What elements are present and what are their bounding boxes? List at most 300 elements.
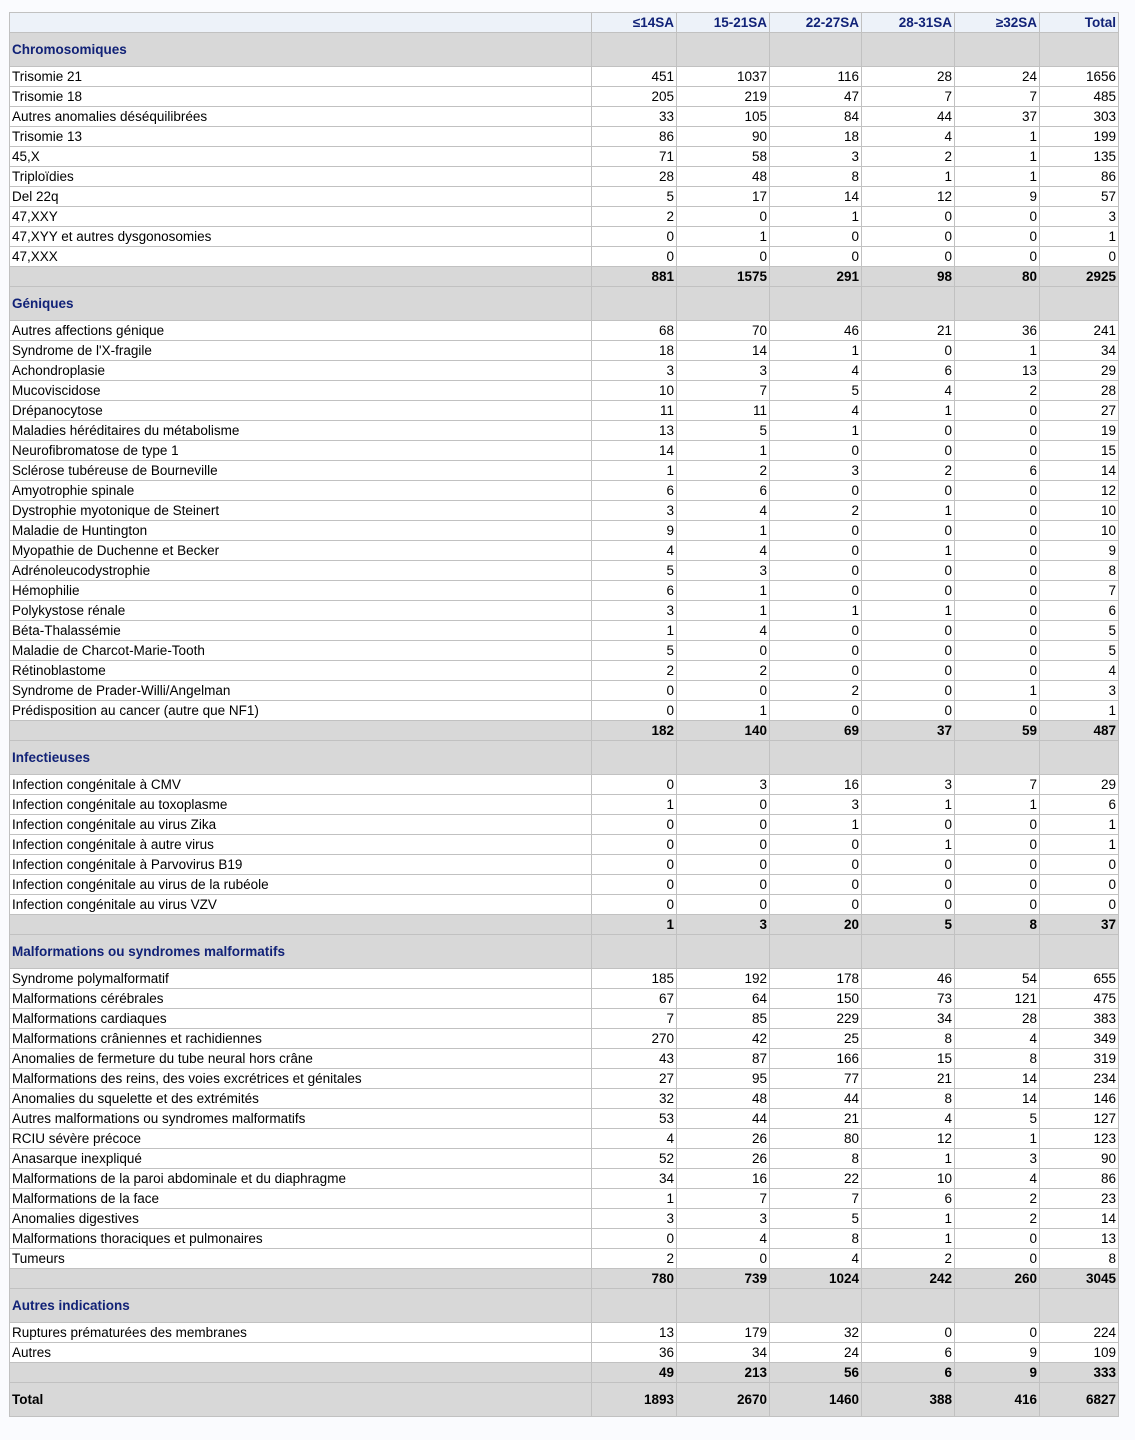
table-row	[10, 1009, 1119, 1029]
table-row	[10, 1129, 1119, 1149]
row-value: 9	[1040, 541, 1119, 561]
table-row	[10, 207, 1119, 227]
group-header-empty-cell	[862, 741, 955, 775]
row-value: 0	[592, 701, 677, 721]
row-value: 0	[770, 521, 862, 541]
row-label: Infection congénitale à Parvovirus B19	[10, 855, 592, 875]
row-value: 319	[1040, 1049, 1119, 1069]
row-value: 0	[862, 441, 955, 461]
row-value: 7	[770, 1189, 862, 1209]
row-label: Anasarque inexpliqué	[10, 1149, 592, 1169]
row-value: 32	[592, 1089, 677, 1109]
row-value: 27	[592, 1069, 677, 1089]
row-value: 0	[955, 855, 1040, 875]
row-value: 0	[677, 641, 770, 661]
row-value: 0	[955, 207, 1040, 227]
row-value: 1	[592, 461, 677, 481]
row-value: 1	[1040, 701, 1119, 721]
table-row	[10, 381, 1119, 401]
row-label: Polykystose rénale	[10, 601, 592, 621]
row-value: 34	[677, 1343, 770, 1363]
row-value: 0	[592, 1229, 677, 1249]
group-header-empty-cell	[770, 741, 862, 775]
row-value: 1	[955, 147, 1040, 167]
row-value: 12	[862, 187, 955, 207]
table-row	[10, 561, 1119, 581]
row-value: 451	[592, 67, 677, 87]
table-row	[10, 1229, 1119, 1249]
row-value: 13	[1040, 1229, 1119, 1249]
row-value: 0	[592, 895, 677, 915]
row-value: 0	[1040, 247, 1119, 267]
row-value: 19	[1040, 421, 1119, 441]
row-value: 48	[677, 1089, 770, 1109]
row-value: 6	[592, 581, 677, 601]
row-value: 0	[592, 227, 677, 247]
subtotal-value: 182	[592, 721, 677, 741]
row-value: 13	[592, 1323, 677, 1343]
table-row	[10, 147, 1119, 167]
group-header-empty-cell	[677, 1289, 770, 1323]
row-value: 2	[955, 1209, 1040, 1229]
row-value: 90	[677, 127, 770, 147]
group-header-empty-cell	[862, 935, 955, 969]
header-col-ge32sa: ≥32SA	[955, 13, 1040, 33]
row-value: 0	[592, 681, 677, 701]
group-header-empty-cell	[955, 1289, 1040, 1323]
row-label: RCIU sévère précoce	[10, 1129, 592, 1149]
row-label: Malformations de la face	[10, 1189, 592, 1209]
row-value: 14	[955, 1089, 1040, 1109]
row-label: Infection congénitale au virus VZV	[10, 895, 592, 915]
row-value: 0	[1040, 855, 1119, 875]
row-value: 4	[1040, 661, 1119, 681]
row-value: 10	[1040, 521, 1119, 541]
row-value: 4	[770, 361, 862, 381]
row-value: 0	[770, 835, 862, 855]
group-header-row	[10, 1289, 1119, 1323]
row-value: 4	[677, 621, 770, 641]
row-value: 0	[955, 421, 1040, 441]
table-row	[10, 421, 1119, 441]
row-value: 0	[955, 227, 1040, 247]
row-label: Syndrome polymalformatif	[10, 969, 592, 989]
row-label: Béta-Thalassémie	[10, 621, 592, 641]
row-value: 0	[1040, 875, 1119, 895]
row-value: 8	[770, 167, 862, 187]
row-value: 192	[677, 969, 770, 989]
row-value: 3	[677, 775, 770, 795]
row-value: 3	[770, 147, 862, 167]
row-value: 46	[770, 321, 862, 341]
row-value: 29	[1040, 361, 1119, 381]
row-value: 34	[1040, 341, 1119, 361]
subtotal-value: 487	[1040, 721, 1119, 741]
table-row	[10, 521, 1119, 541]
table-row	[10, 1149, 1119, 1169]
row-value: 24	[955, 67, 1040, 87]
row-value: 270	[592, 1029, 677, 1049]
row-value: 5	[770, 1209, 862, 1229]
group-header-empty-cell	[1040, 287, 1119, 321]
row-value: 0	[770, 641, 862, 661]
row-value: 36	[592, 1343, 677, 1363]
row-value: 0	[862, 247, 955, 267]
row-value: 123	[1040, 1129, 1119, 1149]
group-title: Géniques	[10, 287, 592, 321]
row-label: Autres malformations ou syndromes malformatifs	[10, 1109, 592, 1129]
row-value: 1	[1040, 227, 1119, 247]
subtotal-label	[10, 267, 592, 287]
row-value: 0	[592, 815, 677, 835]
subtotal-value: 242	[862, 1269, 955, 1289]
row-value: 2	[770, 501, 862, 521]
table-row	[10, 187, 1119, 207]
group-header-empty-cell	[862, 287, 955, 321]
row-value: 5	[770, 381, 862, 401]
row-label: Prédisposition au cancer (autre que NF1)	[10, 701, 592, 721]
row-value: 14	[770, 187, 862, 207]
row-value: 0	[955, 481, 1040, 501]
row-label: Ruptures prématurées des membranes	[10, 1323, 592, 1343]
table-row	[10, 1089, 1119, 1109]
row-label: Maladie de Huntington	[10, 521, 592, 541]
row-value: 0	[862, 481, 955, 501]
row-value: 52	[592, 1149, 677, 1169]
group-title: Autres indications	[10, 1289, 592, 1323]
row-label: Syndrome de Prader-Willi/Angelman	[10, 681, 592, 701]
row-value: 1	[677, 701, 770, 721]
subtotal-row	[10, 1269, 1119, 1289]
row-label: Infection congénitale à autre virus	[10, 835, 592, 855]
table-row	[10, 127, 1119, 147]
row-value: 0	[862, 895, 955, 915]
table-row	[10, 1249, 1119, 1269]
row-value: 0	[862, 641, 955, 661]
row-value: 0	[677, 835, 770, 855]
row-value: 2	[677, 461, 770, 481]
row-value: 26	[677, 1129, 770, 1149]
row-value: 6	[1040, 795, 1119, 815]
row-value: 7	[592, 1009, 677, 1029]
row-value: 6	[862, 1189, 955, 1209]
group-header-row	[10, 287, 1119, 321]
row-label: Rétinoblastome	[10, 661, 592, 681]
table-row	[10, 247, 1119, 267]
row-value: 2	[862, 461, 955, 481]
row-value: 86	[592, 127, 677, 147]
row-value: 34	[592, 1169, 677, 1189]
row-value: 37	[955, 107, 1040, 127]
table-row	[10, 1189, 1119, 1209]
table-row	[10, 1209, 1119, 1229]
row-value: 0	[770, 247, 862, 267]
row-value: 2	[862, 147, 955, 167]
row-value: 16	[770, 775, 862, 795]
row-value: 14	[1040, 1209, 1119, 1229]
table-row	[10, 581, 1119, 601]
row-label: Triploïdies	[10, 167, 592, 187]
row-value: 1	[955, 681, 1040, 701]
row-value: 135	[1040, 147, 1119, 167]
header-col-total: Total	[1040, 13, 1119, 33]
row-value: 1	[770, 815, 862, 835]
row-value: 23	[1040, 1189, 1119, 1209]
row-value: 1037	[677, 67, 770, 87]
table-row	[10, 875, 1119, 895]
row-label: 47,XYY et autres dysgonosomies	[10, 227, 592, 247]
table-row	[10, 501, 1119, 521]
row-label: 45,X	[10, 147, 592, 167]
row-value: 3	[677, 561, 770, 581]
row-value: 0	[955, 581, 1040, 601]
row-value: 178	[770, 969, 862, 989]
row-value: 3	[1040, 207, 1119, 227]
group-header-empty-cell	[592, 33, 677, 67]
group-header-empty-cell	[677, 287, 770, 321]
row-value: 11	[592, 401, 677, 421]
row-value: 0	[592, 875, 677, 895]
row-label: Trisomie 13	[10, 127, 592, 147]
row-value: 64	[677, 989, 770, 1009]
group-header-empty-cell	[1040, 33, 1119, 67]
row-value: 105	[677, 107, 770, 127]
row-value: 18	[770, 127, 862, 147]
row-value: 3	[955, 1149, 1040, 1169]
subtotal-value: 739	[677, 1269, 770, 1289]
row-value: 0	[770, 661, 862, 681]
row-value: 25	[770, 1029, 862, 1049]
row-label: Trisomie 21	[10, 67, 592, 87]
table-row	[10, 321, 1119, 341]
table-row	[10, 895, 1119, 915]
row-value: 2	[592, 207, 677, 227]
row-value: 86	[1040, 1169, 1119, 1189]
row-value: 6	[1040, 601, 1119, 621]
subtotal-value: 20	[770, 915, 862, 935]
row-value: 4	[677, 501, 770, 521]
row-value: 1	[862, 501, 955, 521]
table-row	[10, 67, 1119, 87]
row-value: 0	[1040, 895, 1119, 915]
row-value: 1	[955, 341, 1040, 361]
table-row	[10, 1049, 1119, 1069]
row-value: 14	[677, 341, 770, 361]
row-value: 1656	[1040, 67, 1119, 87]
row-label: Malformations cardiaques	[10, 1009, 592, 1029]
row-value: 68	[592, 321, 677, 341]
subtotal-value: 98	[862, 267, 955, 287]
row-value: 0	[592, 247, 677, 267]
row-label: Malformations thoraciques et pulmonaires	[10, 1229, 592, 1249]
subtotal-value: 59	[955, 721, 1040, 741]
group-header-empty-cell	[770, 1289, 862, 1323]
table-row	[10, 441, 1119, 461]
row-value: 0	[677, 795, 770, 815]
row-value: 0	[770, 481, 862, 501]
row-value: 0	[955, 501, 1040, 521]
subtotal-row	[10, 267, 1119, 287]
row-value: 22	[770, 1169, 862, 1189]
table-row	[10, 969, 1119, 989]
row-value: 1	[955, 1129, 1040, 1149]
row-value: 58	[677, 147, 770, 167]
group-header-row	[10, 33, 1119, 67]
subtotal-value: 260	[955, 1269, 1040, 1289]
group-header-empty-cell	[770, 33, 862, 67]
subtotal-value: 291	[770, 267, 862, 287]
row-value: 0	[955, 521, 1040, 541]
row-value: 0	[592, 775, 677, 795]
row-value: 21	[862, 321, 955, 341]
row-value: 9	[592, 521, 677, 541]
row-value: 80	[770, 1129, 862, 1149]
row-value: 0	[955, 661, 1040, 681]
row-value: 95	[677, 1069, 770, 1089]
table-row	[10, 107, 1119, 127]
group-header-empty-cell	[592, 741, 677, 775]
subtotal-value: 881	[592, 267, 677, 287]
row-value: 1	[862, 541, 955, 561]
grand-total-value: 1893	[592, 1383, 677, 1417]
group-header-empty-cell	[1040, 935, 1119, 969]
row-label: Neurofibromatose de type 1	[10, 441, 592, 461]
row-label: Malformations des reins, des voies excrétrices et génitales	[10, 1069, 592, 1089]
table-row	[10, 1323, 1119, 1343]
row-label: Infection congénitale au toxoplasme	[10, 795, 592, 815]
group-header-empty-cell	[1040, 1289, 1119, 1323]
row-label: Amyotrophie spinale	[10, 481, 592, 501]
row-label: Trisomie 18	[10, 87, 592, 107]
row-value: 127	[1040, 1109, 1119, 1129]
group-header-row	[10, 741, 1119, 775]
row-value: 0	[592, 855, 677, 875]
group-header-empty-cell	[955, 935, 1040, 969]
row-value: 0	[770, 441, 862, 461]
row-value: 1	[862, 835, 955, 855]
row-label: Infection congénitale au virus Zika	[10, 815, 592, 835]
header-label-cell	[10, 13, 592, 33]
row-value: 4	[862, 127, 955, 147]
table-row	[10, 621, 1119, 641]
subtotal-value: 1575	[677, 267, 770, 287]
row-value: 87	[677, 1049, 770, 1069]
row-value: 5	[592, 641, 677, 661]
row-label: Achondroplasie	[10, 361, 592, 381]
row-value: 12	[862, 1129, 955, 1149]
row-value: 26	[677, 1149, 770, 1169]
row-value: 4	[677, 1229, 770, 1249]
row-label: Syndrome de l'X-fragile	[10, 341, 592, 361]
row-value: 475	[1040, 989, 1119, 1009]
row-value: 10	[592, 381, 677, 401]
row-label: Myopathie de Duchenne et Becker	[10, 541, 592, 561]
row-value: 0	[955, 1249, 1040, 1269]
row-value: 229	[770, 1009, 862, 1029]
row-value: 121	[955, 989, 1040, 1009]
row-value: 485	[1040, 87, 1119, 107]
group-header-empty-cell	[677, 741, 770, 775]
row-value: 1	[1040, 835, 1119, 855]
row-label: Malformations cérébrales	[10, 989, 592, 1009]
row-value: 1	[770, 207, 862, 227]
group-header-empty-cell	[862, 33, 955, 67]
row-value: 0	[677, 855, 770, 875]
row-value: 0	[770, 875, 862, 895]
row-value: 0	[955, 1229, 1040, 1249]
grand-total-value: 6827	[1040, 1383, 1119, 1417]
row-value: 1	[955, 795, 1040, 815]
subtotal-label	[10, 1363, 592, 1383]
row-value: 1	[770, 601, 862, 621]
row-value: 1	[677, 601, 770, 621]
row-value: 1	[677, 227, 770, 247]
header-col-22-27sa: 22-27SA	[770, 13, 862, 33]
row-value: 8	[862, 1089, 955, 1109]
row-value: 185	[592, 969, 677, 989]
row-value: 0	[862, 1323, 955, 1343]
table-row	[10, 361, 1119, 381]
table-row	[10, 701, 1119, 721]
row-label: Malformations de la paroi abdominale et du diaphragme	[10, 1169, 592, 1189]
grand-total-value: 1460	[770, 1383, 862, 1417]
row-value: 1	[770, 421, 862, 441]
row-value: 0	[955, 895, 1040, 915]
row-label: Maladie de Charcot-Marie-Tooth	[10, 641, 592, 661]
group-header-empty-cell	[592, 287, 677, 321]
row-value: 1	[862, 795, 955, 815]
row-value: 14	[1040, 461, 1119, 481]
row-value: 28	[592, 167, 677, 187]
row-value: 4	[770, 401, 862, 421]
row-value: 46	[862, 969, 955, 989]
grand-total-value: 2670	[677, 1383, 770, 1417]
table-row	[10, 601, 1119, 621]
row-value: 3	[770, 795, 862, 815]
row-label: Del 22q	[10, 187, 592, 207]
row-value: 8	[770, 1149, 862, 1169]
row-value: 219	[677, 87, 770, 107]
row-value: 0	[955, 641, 1040, 661]
group-header-empty-cell	[592, 935, 677, 969]
header-row	[10, 13, 1119, 33]
row-value: 3	[1040, 681, 1119, 701]
row-value: 8	[1040, 561, 1119, 581]
row-value: 28	[862, 67, 955, 87]
row-value: 1	[862, 1229, 955, 1249]
subtotal-value: 37	[1040, 915, 1119, 935]
table-row	[10, 341, 1119, 361]
row-value: 13	[592, 421, 677, 441]
row-value: 0	[677, 207, 770, 227]
grand-total-label: Total	[10, 1383, 592, 1417]
table-row	[10, 461, 1119, 481]
row-value: 1	[592, 1189, 677, 1209]
row-value: 241	[1040, 321, 1119, 341]
row-value: 3	[592, 361, 677, 381]
row-value: 234	[1040, 1069, 1119, 1089]
row-value: 12	[1040, 481, 1119, 501]
row-value: 48	[677, 167, 770, 187]
row-label: Autres affections génique	[10, 321, 592, 341]
row-value: 3	[592, 601, 677, 621]
row-value: 18	[592, 341, 677, 361]
row-value: 1	[955, 127, 1040, 147]
table-row	[10, 775, 1119, 795]
row-value: 150	[770, 989, 862, 1009]
row-value: 5	[1040, 621, 1119, 641]
table-row	[10, 815, 1119, 835]
